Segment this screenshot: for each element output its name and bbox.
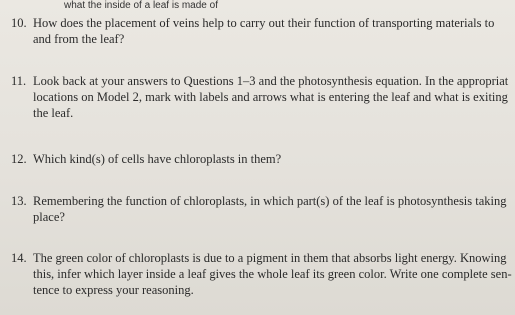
question-line: place? (33, 210, 65, 224)
question-text (33, 151, 281, 167)
question-line: the leaf. (33, 106, 74, 120)
question-number: 11. (11, 74, 27, 88)
page-heading: what the inside of a leaf is made of (64, 0, 218, 11)
question-number: 14. (11, 251, 27, 265)
question-text (33, 15, 494, 47)
question-line: this, infer which layer inside a leaf gives the whole leaf its green color. Write one complete sen- (33, 267, 512, 281)
question-line: The green color of chloroplasts is due to a pigment in them that absorbs light energy. Knowing (33, 251, 507, 265)
question-text (33, 73, 508, 121)
question-line: tence to express your reasoning. (33, 283, 194, 297)
question-number: 13. (11, 194, 27, 208)
question-line: locations on Model 2, mark with labels and arrows what is entering the leaf and what is exiting (33, 90, 508, 104)
question-number: 10. (11, 16, 27, 30)
question-line: How does the placement of veins help to carry out their function of transporting materials to (33, 16, 495, 30)
question-line: Remembering the function of chloroplasts, in which part(s) of the leaf is photosynthesis taking (33, 194, 507, 208)
question-text (33, 193, 507, 225)
question-line: Look back at your answers to Questions 1–3 and the photosynthesis equation. In the appropriat (33, 74, 509, 88)
question-line: and from the leaf? (33, 32, 125, 46)
question-number: 12. (11, 152, 27, 166)
question-text (33, 250, 512, 298)
question-line: Which kind(s) of cells have chloroplasts in them? (33, 152, 282, 166)
